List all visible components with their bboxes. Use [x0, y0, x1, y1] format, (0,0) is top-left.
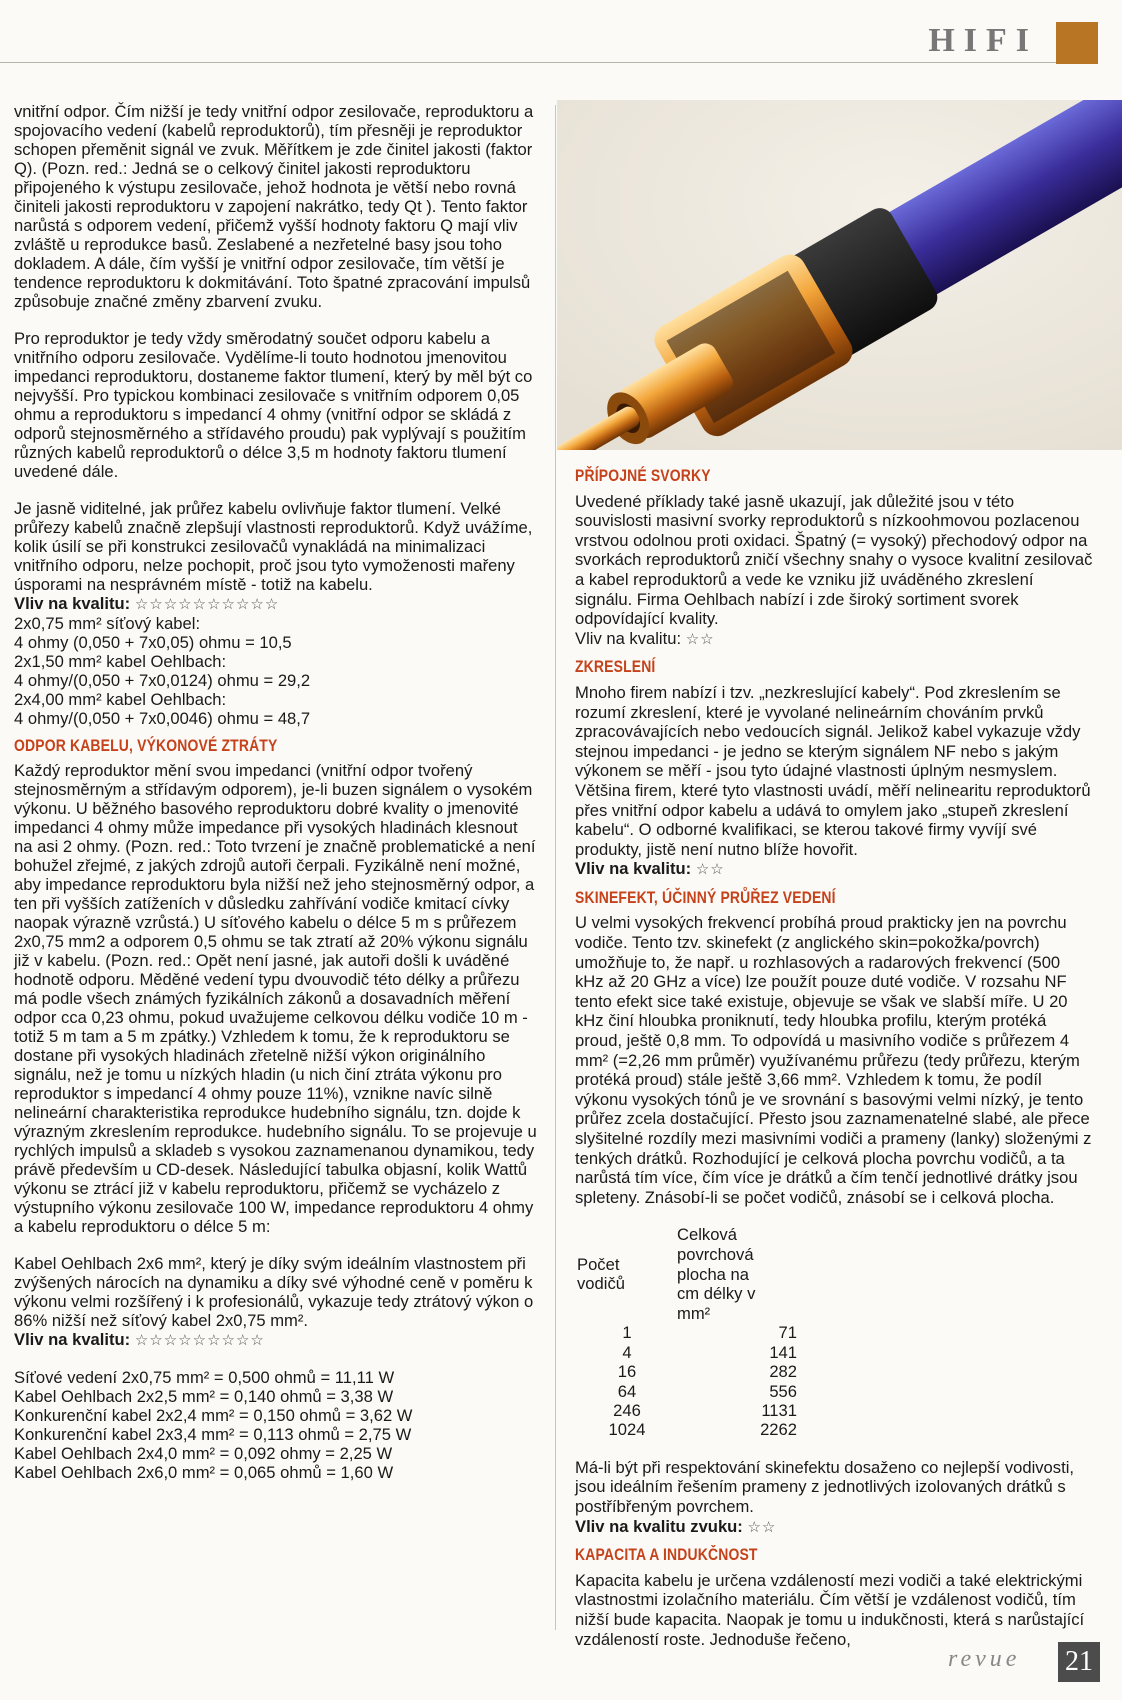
calc-line: 4 ohmy/(0,050 + 7x0,0124) ohmu = 29,2	[14, 671, 311, 690]
magazine-logo: revue	[948, 1646, 1021, 1672]
rating-label: Vliv na kvalitu:	[575, 859, 692, 879]
damping-calculations	[14, 614, 540, 728]
paragraph-skin-effect: U velmi vysokých frekvencí probíhá proud prakticky jen na povrchu vodiče. Tento tzv. skinefekt (z anglického skin=pokožka/povrch) umožňuje to, že např. u rozhlasových a radarových frekvencí (500 kHz až 20 GHz a více) lze použít pouze duté vodiče. V rozsahu NF tento efekt sice také existuje, objevuje se však ve slabší míře. U 20 kHz činí hloubka proniknutí, tedy hloubka profilu, kterým protéká proud, ještě 0,8 mm. To odpovídá u masivního vodiče s průřezem 4 mm² (=2,26 mm průměr) využívanému průřezu (tedy průřezu, kterým protéká proud) stále ještě 3,66 mm². Vzhledem k tomu, že podíl výkonu vysokých tónů je ve srovnání s basovými velmi nízký, je tento průřez zcela dostačující. Přesto jsou zaznamenatelné slabé, ale přece slyšitelné rozdíly mezi masivními vodiči a prameny (lanky) složenými z tenkých drátků. Rozhodující je celková plocha povrchu vodičů, a ta narůstá tím více, čím více je drátků a čím tenčí jednotlivé drátky jsou spleteny. Znásobí-li se počet vodičů, znásobí se i celková plocha.	[575, 913, 1092, 1207]
table-row	[577, 1323, 797, 1342]
rating-stars: ☆☆	[695, 861, 725, 879]
cell-count: 16	[617, 1362, 637, 1382]
cell-area: 1131	[761, 1400, 797, 1420]
paragraph-oehlbach: Kabel Oehlbach 2x6 mm², který je díky svým ideálním vlastnostem při zvýšených nárocích na dynamiku a díky své výhodné ceně v poměru k výkonu velmi rozšířený i k profesionálů, vykazuje tedy ztrátový výkon o 86% nižší než síťový kabel 2x0,75 mm².	[14, 1254, 534, 1330]
table-row	[577, 1343, 797, 1362]
quality-rating	[575, 629, 1093, 650]
loss-line: Síťové vedení 2x0,75 mm² = 0,500 ohmů = 11,11 W	[14, 1368, 395, 1387]
loss-line: Kabel Oehlbach 2x6,0 mm² = 0,065 ohmů = 1,60 W	[14, 1463, 394, 1482]
table-row	[577, 1362, 797, 1381]
table-header: Celková povrchová plocha na cm délky v mm²	[677, 1225, 756, 1323]
right-column	[575, 458, 1093, 1667]
paragraph-cross-section: Je jasně viditelné, jak průřez kabelu ovlivňuje faktor tlumení. Velké průřezy kabelů značně zlepšují vlastnosti reproduktorů. Když uvážíme, kolik úsilí se při konstrukci zesilovačů vynakládá na minimalizaci vnitřního odporu, nelze pochopit, proč jsou tyto vymoženosti mařeny úsporami na nesprávném místě - totiž na kabelu.	[14, 499, 533, 594]
rating-label: Vliv na kvalitu zvuku:	[575, 1516, 743, 1536]
cell-area: 141	[769, 1342, 797, 1362]
paragraph-terminals: Uvedené příklady také jasně ukazují, jak důležité jsou v této souvislosti masivní svorky reproduktorů s nízkoohmovou pozlacenou vrstvou odolnou proti oxidaci. Špatný (= vysoký) přechodový odpor na svorkách reproduktorů zničí všechny snahy o vysoce kvalitní zesilovač a kabel reproduktorů a vede ke vzniku již uváděného zkreslení signálu. Firma Oehlbach nabízí i zde široký sortiment svorek odpovídající kvality.	[575, 491, 1093, 629]
heading-distortion: ZKRESLENÍ	[575, 657, 656, 677]
cell-area: 556	[769, 1381, 797, 1401]
rating-stars: ☆☆☆☆☆☆☆☆☆☆	[134, 596, 280, 613]
rating-label: Vliv na kvalitu:	[14, 1330, 131, 1349]
table-row	[577, 1382, 797, 1401]
rating-label: Vliv na kvalitu:	[14, 594, 131, 613]
paragraph-distortion: Mnoho firem nabízí i tzv. „nezkreslující kabely“. Pod zkreslením se rozumí zkreslení, které je vyvolané nelineárním chováním prvků zpracovávajících nebo vedoucích signál. Jelikož kabel vykazuje vždy stejnou impedanci - je jedno se kterým signálem NF nebo s jakým výkonem se měří - jsou tyto údajné vlastnosti úplným nesmyslem. Většina firem, které tyto vlastnosti uvádí, měří nelinearitu reproduktorů přes vnitřní odpor kabelu a udává to omylem jako „stupeň zkreslení kabelu“. O odborné kvalifikaci, se kterou takové firmy vyvíjí své produkty, jistě není nutno blíže hovořit.	[575, 682, 1091, 859]
left-column	[14, 102, 540, 1482]
surface-area-table	[577, 1225, 797, 1439]
rating-stars: ☆☆	[685, 630, 715, 648]
calc-line: 4 ohmy (0,050 + 7x0,05) ohmu = 10,5	[14, 633, 292, 652]
calc-line: 2x0,75 mm² síťový kabel:	[14, 614, 201, 633]
cell-count: 64	[617, 1381, 637, 1401]
table-row	[577, 1420, 797, 1439]
table-row	[577, 1401, 797, 1420]
calc-line: 2x1,50 mm² kabel Oehlbach:	[14, 652, 227, 671]
calc-line: 2x4,00 mm² kabel Oehlbach:	[14, 690, 227, 709]
heading-skin-effect: SKINEFEKT, ÚČINNÝ PRŮŘEZ VEDENÍ	[575, 887, 836, 907]
cell-area: 282	[769, 1362, 797, 1382]
heading-cable-resistance: ODPOR KABELU, VÝKONOVÉ ZTRÁTY	[14, 736, 278, 755]
power-loss-list	[14, 1368, 540, 1482]
quality-rating	[14, 594, 540, 614]
page-number: 21	[1058, 1642, 1100, 1682]
cell-count: 1024	[608, 1420, 646, 1440]
loss-line: Kabel Oehlbach 2x2,5 mm² = 0,140 ohmů = 3,38 W	[14, 1387, 394, 1406]
column-divider	[555, 105, 556, 1630]
rating-stars: ☆☆	[747, 1518, 777, 1536]
cell-area: 71	[778, 1323, 797, 1343]
header-rule	[0, 62, 1060, 63]
paragraph-capacitance: Kapacita kabelu je určena vzdáleností mezi vodiči a také elektrickými vlastnostmi izolačního materiálu. Čím větší je vzdálenost vodičů, tím nižší bude kapacita. Naopak je tomu u indukčnosti, která s narůstající vzdáleností roste. Jednoduše řečeno,	[575, 1570, 1085, 1649]
section-marker	[1056, 22, 1098, 64]
paragraph-damping: Pro reproduktor je tedy vždy směrodatný součet odporu kabelu a vnitřního odporu zesilovače. Vydělíme-li touto hodnotou jmenovitou impedanci reproduktoru, dostaneme faktor tlumení, který by měl být co nejvyšší. Pro typickou kombinaci zesilovače s vnitřním odporem 0,05 ohmu a reproduktoru s impedancí 4 ohmy (vnitřní odpor se skládá z odporů stejnosměrného a střídavého proudu) pak vyplývají s použitím různých kabelů reproduktorů o délce 3,5 m hodnoty faktoru tlumení uvedené dále.	[14, 329, 533, 481]
table-header: Počet vodičů	[577, 1254, 625, 1294]
section-title: HIFI	[928, 22, 1038, 59]
loss-line: Konkurenční kabel 2x3,4 mm² = 0,113 ohmů = 2,75 W	[14, 1425, 412, 1444]
paragraph-intro: vnitřní odpor. Čím nižší je tedy vnitřní odpor zesilovače, reproduktoru a spojovacího vedení (kabelů reproduktorů), tím přesněji je reproduktor schopen přeměnit signál ve zvuk. Měřítkem je zde činitel jakosti (faktor Q). (Pozn. red.: Jedná se o celkový činitel jakosti reproduktoru připojeného k výstupu zesilovače, jehož hodnota je větší nebo rovná činiteli jakosti reproduktoru v zapojení nakrátko, tedy Qt ). Tento faktor narůstá s odporem vedení, přičemž vyšší hodnoty faktoru Q mají vliv zvláště u reprodukce basů. Zeslabené a nezřetelné basy jsou toho dokladem. A dále, čím vyšší je vnitřní odpor zesilovače, tím větší je tendence reproduktoru k dokmitávání. Toto špatné zpracování impulsů způsobuje značné změny zbarvení zvuku.	[14, 102, 534, 311]
rating-label: Vliv na kvalitu:	[575, 628, 682, 648]
cell-count: 246	[613, 1400, 641, 1420]
cell-count: 1	[622, 1323, 632, 1343]
quality-rating	[575, 1517, 1093, 1538]
rating-stars: ☆☆☆☆☆☆☆☆☆	[134, 1332, 265, 1349]
heading-terminals: PŘÍPOJNÉ SVORKY	[575, 466, 711, 485]
paragraph-impedance: Každý reproduktor mění svou impedanci (vnitřní odpor tvořený stejnosměrným a střídavým odporem), je-li buzen signálem o vysokém výkonu. U běžného basového reproduktoru dobré kvality o jmenovité impedanci 4 ohmy může impedance při vysokých hladinách klesnout na asi 2 ohmy. (Pozn. red.: Toto tvrzení je značně problematické a není bohužel zřejmé, z jakých zdrojů autoři čerpali. Fyzikálně není možné, aby impedance reproduktoru byla nižší než jeho stejnosměrný odpor, a ten při vyšších zatíženích v důsledku zahřívání vodiče kmitací cívky naopak výrazně vzrůstá.) U síťového kabelu o délce 5 m s průřezem 2x0,75 mm2 a odporem 0,5 ohmu se tak ztratí až 20% výkonu signálu již v kabelu. (Pozn. red.: Opět není jasné, jak autoři došli k uváděné hodnotě odporu. Měděné vedení typu dvouvodič této délky a průřezu má podle všech známých fyzikálních zákonů a dosavadních měření odpor cca 0,23 ohmu, pokud uvažujeme celkovou délku vodiče 10 m - totiž 5 m tam a 5 m zpátky.) Vzhledem k tomu, že k reproduktoru se dostane při vysokých hladinách zřetelně nižší výkon originálního signálu, než je tomu u nízkých hladin (u nich činí ztráta výkonu pro reproduktor s impedancí 4 ohmy pouze 11%), vznikne navíc silně nelineární charakteristika reprodukce hudebního signálu, tzn. dojde k výrazným zkreslením reprodukce. hudebního signálu. To se projevuje u rychlých impulsů a skladeb s vysokou zaznamenanou dynamikou, tedy právě především u CD-desek. Následující tabulka objasní, kolik Wattů výkonu se ztrácí již v kabelu reproduktoru, přičemž se vycházelo z výstupního výkonu zesilovače 100 W, impedance reproduktoru 4 ohmy a kabelu reproduktoru o délce 5 m:	[14, 761, 537, 1236]
quality-rating	[575, 859, 1093, 880]
calc-line: 4 ohmy/(0,050 + 7x0,0046) ohmu = 48,7	[14, 709, 311, 728]
quality-rating	[14, 1330, 540, 1350]
loss-line: Kabel Oehlbach 2x4,0 mm² = 0,092 ohmy = 2,25 W	[14, 1444, 393, 1463]
cell-count: 4	[622, 1342, 632, 1362]
cell-area: 2262	[760, 1420, 797, 1440]
paragraph-stranded: Má-li být při respektování skinefektu dosaženo co nejlepší vodivosti, jsou ideálním řešením prameny z jednotlivých izolovaných drátků s postříbřeným povrchem.	[575, 1457, 1074, 1516]
heading-capacitance: KAPACITA A INDUKČNOST	[575, 1545, 758, 1565]
cable-plug-illustration	[557, 100, 1122, 450]
loss-line: Konkurenční kabel 2x2,4 mm² = 0,150 ohmů = 3,62 W	[14, 1406, 413, 1425]
